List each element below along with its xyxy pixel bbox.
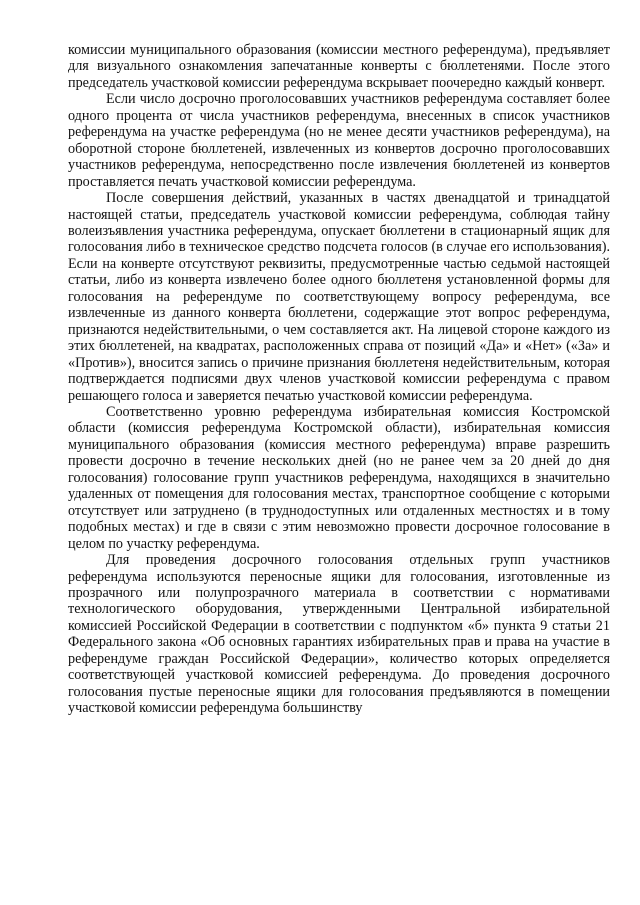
paragraph-4: Соответственно уровню референдума избирательная комиссия Костромской области (комиссия референдума Костромской области), избирательная комиссия муниципального образования (комиссия местного референдума) вправе разрешить провести досрочно в течение нескольких дней (но не ранее чем за 20 дней до дня голосования) голосование групп участников референдума, находящихся в значительно удаленных от помещения для голосования местах, транспортное сообщение с которыми отсутствует или затруднено (в труднодоступных или отдаленных местностях и в тому подобных местах) и где в связи с этим невозможно провести досрочное голосование в целом по участку референдума. [68, 403, 610, 552]
paragraph-3: После совершения действий, указанных в частях двенадцатой и тринадцатой настоящей статьи, председатель участковой комиссии референдума, соблюдая тайну волеизъявления участника референдума, опускает бюллетени в стационарный ящик для голосования либо в техническое средство подсчета голосов (в случае его использования). Если на конверте отсутствуют реквизиты, предусмотренные частью седьмой настоящей статьи, либо из конверта извлечено более одного бюллетеня установленной формы для голосования на референдуме по соответствующему вопросу референдума, все извлеченные из данного конверта бюллетени, содержащие этот вопрос референдума, признаются недействительными, о чем составляется акт. На лицевой стороне каждого из этих бюллетеней, на квадратах, расположенных справа от позиций «Да» и «Нет» («За» и «Против»), вносится запись о причине признания бюллетеня недействительным, которая подтверждается подписями двух членов участковой комиссии референдума с правом решающего голоса и заверяется печатью участковой комиссии референдума. [68, 190, 610, 404]
paragraph-5: Для проведения досрочного голосования отдельных групп участников референдума используются переносные ящики для голосования, изготовленные из прозрачного или полупрозрачного материала в соответствии с нормативами технологического оборудования, утвержденными Центральной избирательной комиссией Российской Федерации в соответствии с подпунктом «б» пункта 9 статьи 21 Федерального закона «Об основных гарантиях избирательных прав и права на участие в референдуме граждан Российской Федерации», количество которых определяется соответствующей участковой комиссией референдума. До проведения досрочного голосования пустые переносные ящики для голосования предъявляются в помещении участковой комиссии референдума большинству [68, 552, 610, 717]
document-body [68, 42, 610, 717]
paragraph-2: Если число досрочно проголосовавших участников референдума составляет более одного процента от числа участников референдума, внесенных в список участников референдума на участке референдума (но не менее десяти участников референдума), на оборотной стороне бюллетеней, извлеченных из конвертов досрочно проголосовавших участников референдума, непосредственно после извлечения бюллетеней из конвертов проставляется печать участковой комиссии референдума. [68, 91, 610, 190]
paragraph-1: комиссии муниципального образования (комиссии местного референдума), предъявляет для визуального ознакомления запечатанные конверты с бюллетенями. После этого председатель участковой комиссии референдума вскрывает поочередно каждый конверт. [68, 42, 610, 91]
